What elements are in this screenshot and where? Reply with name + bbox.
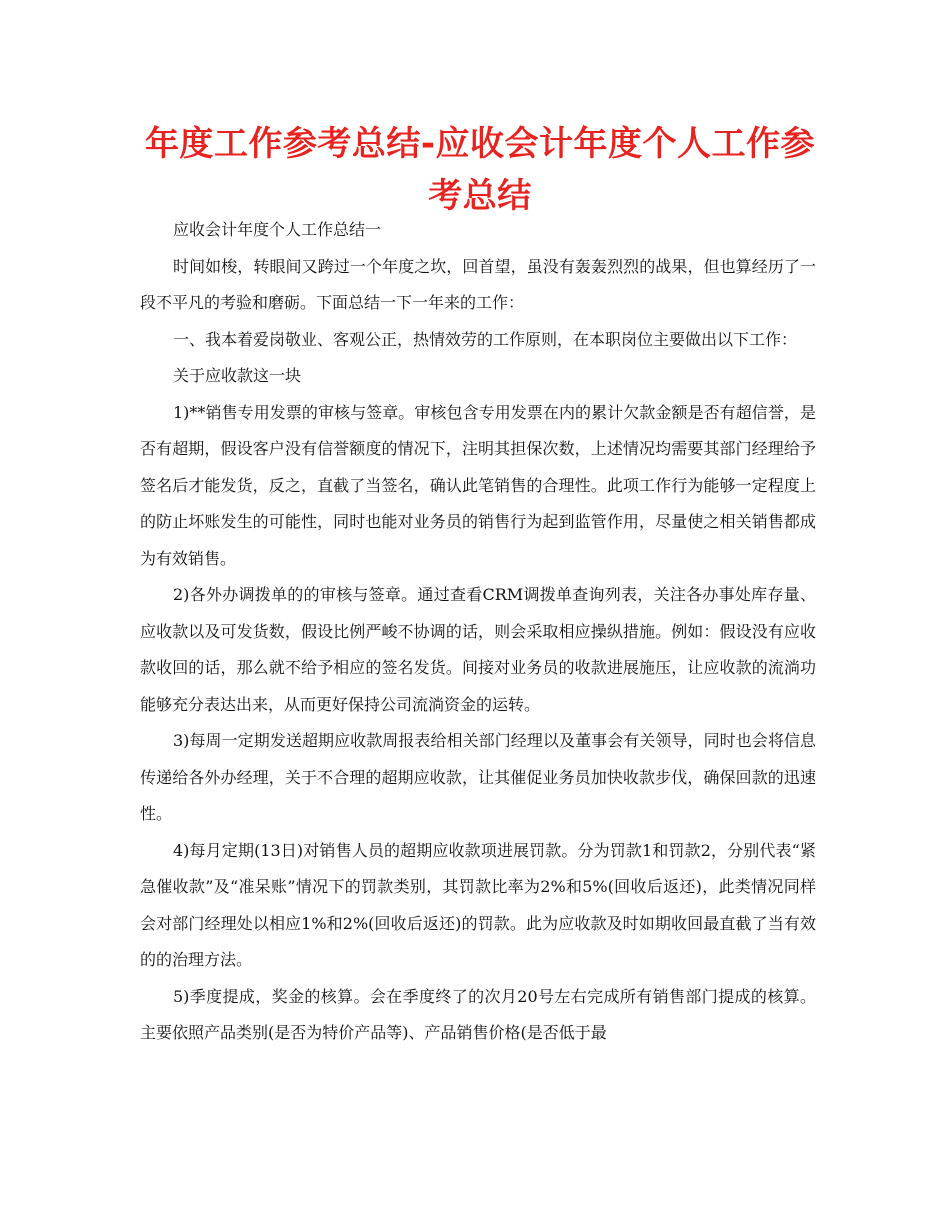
document-title: 年度工作参考总结-应收会计年度个人工作参考总结	[144, 124, 816, 216]
paragraph: 时间如梭，转眼间又跨过一个年度之坎，回首望，虽没有轰轰烈烈的战果，但也算经历了一段不平凡的考验和磨砺。下面总结一下一年来的工作：	[140, 256, 816, 312]
paragraph: 5)季度提成，奖金的核算。会在季度终了的次月20号左右完成所有销售部门提成的核算。主要依照产品类别(是否为特价产品等)、产品销售价格(是否低于最	[140, 986, 816, 1042]
paragraph: 2)各外办调拨单的的审核与签章。通过查看CRM调拨单查询列表，关注各办事处库存量、应收款以及可发货数，假设比例严峻不协调的话，则会采取相应操纵措施。例如：假设没有应收款收回的话，那么就不给予相应的签名发货。间接对业务员的收款进展施压，让应收款的流淌功能够充分表达出来，从而更好保持公司流淌资金的运转。	[140, 585, 816, 714]
paragraph: 一、我本着爱岗敬业、客观公正，热情效劳的工作原则，在本职岗位主要做出以下工作：	[173, 329, 798, 349]
document-body	[140, 212, 816, 1052]
section-heading: 应收会计年度个人工作总结一	[173, 220, 382, 239]
paragraph: 1)**销售专用发票的审核与签章。审核包含专用发票在内的累计欠款金额是否有超信誉，是否有超期，假设客户没有信誉额度的情况下，注明其担保次数，上述情况均需要其部门经理给予签名后才能发货，反之，直截了当签名，确认此笔销售的合理性。此项工作行为能够一定程度上的防止坏账发生的可能性，同时也能对业务员的销售行为起到监管作用，尽量使之相关销售都成为有效销售。	[140, 402, 816, 568]
paragraph: 4)每月定期(13日)对销售人员的超期应收款项进展罚款。分为罚款1和罚款2，分别代表“紧急催收款”及“准呆账”情况下的罚款类别，其罚款比率为2%和5%(回收后返还)，此类情况同样会对部门经理处以相应1%和2%(回收后返还)的罚款。此为应收款及时如期收回最直截了当有效的的治理方法。	[140, 840, 816, 969]
subsection-heading: 关于应收款这一块	[173, 366, 302, 385]
paragraph: 3)每周一定期发送超期应收款周报表给相关部门经理以及董事会有关领导，同时也会将信息传递给各外办经理，关于不合理的超期应收款，让其催促业务员加快收款步伐，确保回款的迅速性。	[140, 731, 816, 823]
